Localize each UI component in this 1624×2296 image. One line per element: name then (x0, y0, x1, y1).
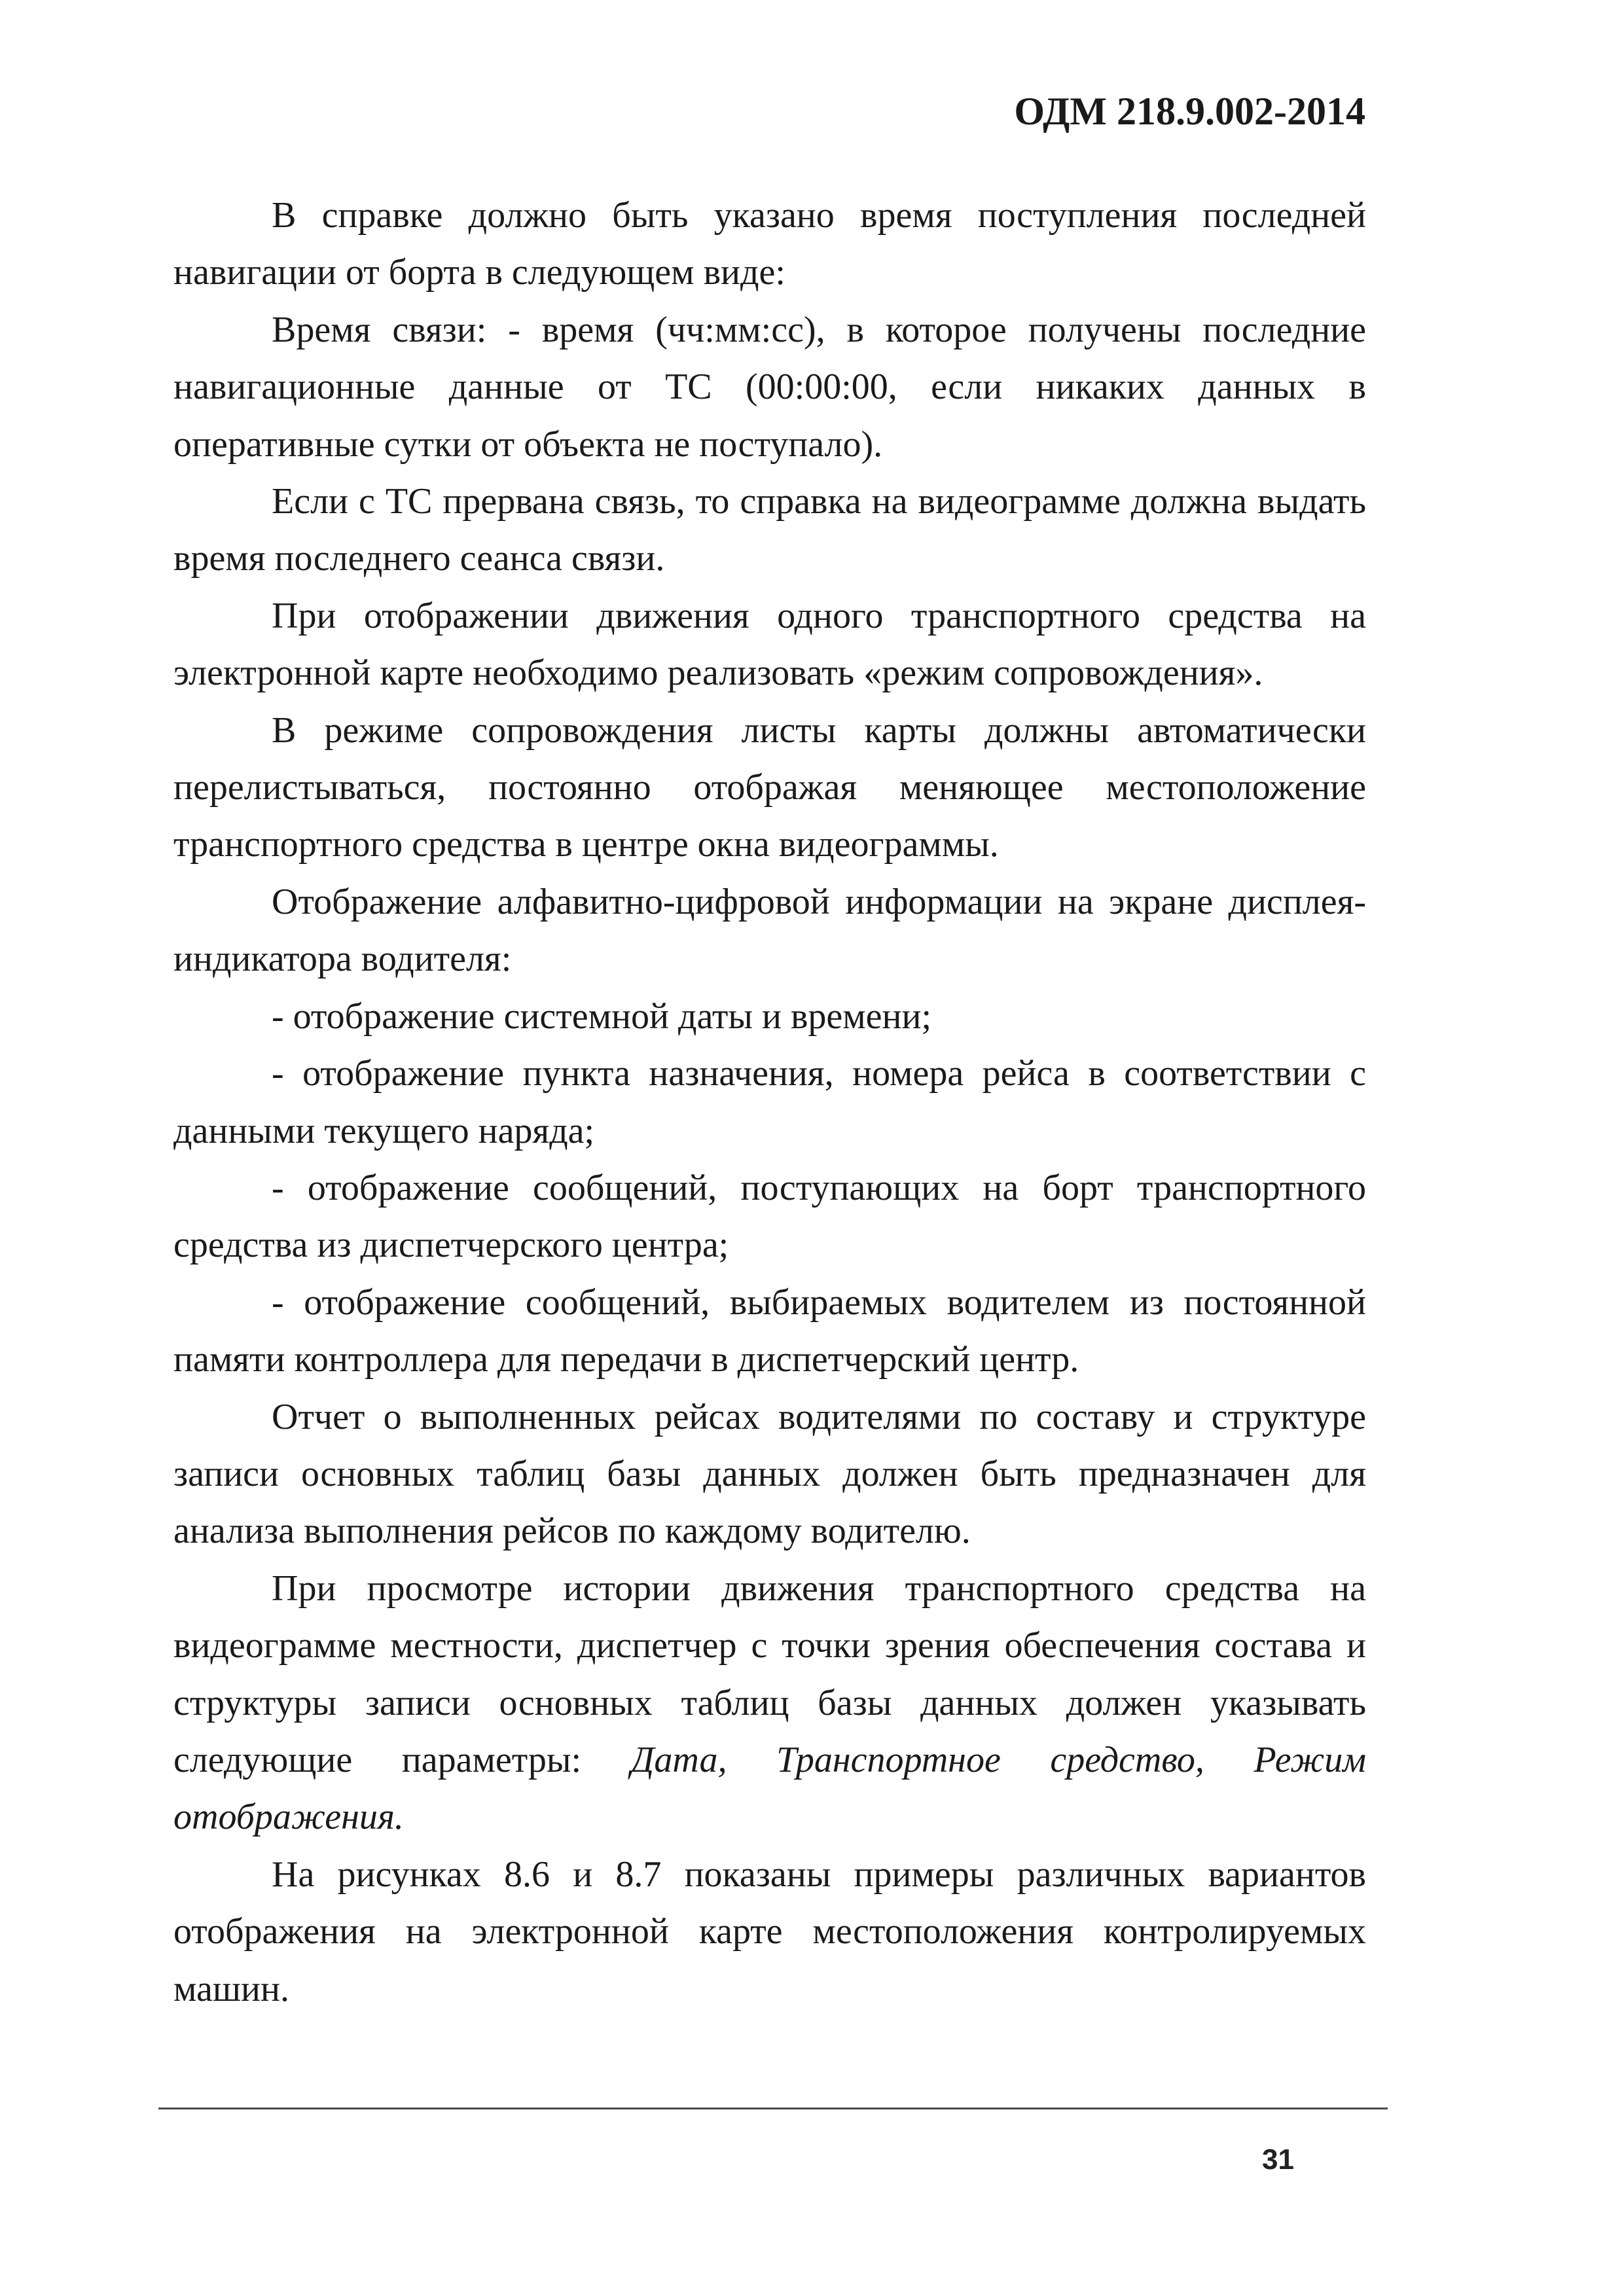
history-view-parameters: Дата, Транспортное средство, Режим отображения. (173, 1739, 1366, 1838)
document-code: ОДМ 218.9.002-2014 (1014, 90, 1365, 133)
footer-divider (158, 2108, 1388, 2109)
list-item-incoming-messages: - отображение сообщений, поступающих на борт транспортного средства из диспетчерского центра; (173, 1167, 1366, 1266)
paragraph-driver-display: Отображение алфавитно-цифровой информации на экране дисплея-индикатора водителя: (173, 881, 1366, 980)
list-item-system-date: - отображение системной даты и времени; (272, 996, 932, 1037)
paragraph-trips-report: Отчет о выполненных рейсах водителями по составу и структуре записи основных таблиц базы данных должен быть предназначен для анализа выполнения рейсов по каждому водителю. (173, 1396, 1366, 1552)
paragraph-tracking-mode: При отображении движения одного транспортного средства на электронной карте необходимо реализовать «режим сопровождения». (173, 595, 1366, 694)
body-text (173, 187, 1366, 2018)
list-item-destination: - отображение пункта назначения, номера рейса в соответствии с данными текущего наряда; (173, 1053, 1366, 1151)
page-number: 31 (1262, 2144, 1294, 2176)
list-item-outgoing-messages: - отображение сообщений, выбираемых водителем из постоянной памяти контроллера для передачи в диспетчерский центр. (173, 1282, 1366, 1380)
paragraph-navigation-time: В справке должно быть указано время поступления последней навигации от борта в следующем виде: (173, 195, 1366, 293)
paragraph-map-scrolling: В режиме сопровождения листы карты должны автоматически перелистываться, постоянно отображая меняющее местоположение транспортного средства в центре окна видеограммы. (173, 709, 1366, 865)
history-view-text: При просмотре истории движения транспортного средства на видеограмме местности, диспетчер с точки зрения обеспечения состава и структуры записи основных таблиц базы данных должен указывать следующие параметры: (173, 1568, 1366, 1780)
paragraph-connection-time: Время связи: - время (чч:мм:сс), в которое получены последние навигационные данные от ТС (00:00:00, если никаких данных в оперативные сутки от объекта не поступало). (173, 309, 1366, 465)
paragraph-lost-connection: Если с ТС прервана связь, то справка на видеограмме должна выдать время последнего сеанса связи. (173, 481, 1366, 579)
paragraph-history-view (173, 1560, 1366, 1846)
paragraph-figures-reference: На рисунках 8.6 и 8.7 показаны примеры различных вариантов отображения на электронной карте местоположения контролируемых машин. (173, 1854, 1366, 2009)
